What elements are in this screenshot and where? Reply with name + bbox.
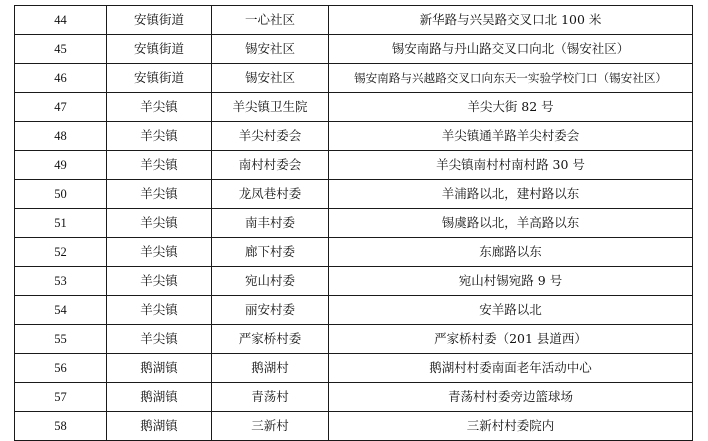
table-row: [15, 296, 693, 325]
cell-address: 锡安南路与丹山路交叉口向北（锡安社区）: [329, 35, 693, 64]
sampling-sites-table: [14, 5, 693, 441]
cell-number: 58: [15, 412, 107, 441]
table-row: [15, 354, 693, 383]
cell-number: 52: [15, 238, 107, 267]
cell-community: 严家桥村委: [212, 325, 329, 354]
cell-address: 锡安南路与兴越路交叉口向东天一实验学校门口（锡安社区）: [329, 64, 693, 93]
cell-town: 羊尖镇: [107, 151, 212, 180]
table-row: [15, 412, 693, 441]
cell-number: 50: [15, 180, 107, 209]
cell-number: 45: [15, 35, 107, 64]
cell-number: 46: [15, 64, 107, 93]
cell-town: 安镇街道: [107, 64, 212, 93]
cell-community: 宛山村委: [212, 267, 329, 296]
cell-community: 锡安社区: [212, 64, 329, 93]
cell-number: 53: [15, 267, 107, 296]
table-row: [15, 325, 693, 354]
cell-community: 南丰村委: [212, 209, 329, 238]
cell-number: 57: [15, 383, 107, 412]
cell-community: 一心社区: [212, 6, 329, 35]
cell-address: 羊尖镇南村村南村路 30 号: [329, 151, 693, 180]
table-row: [15, 93, 693, 122]
cell-town: 安镇街道: [107, 6, 212, 35]
cell-community: 青荡村: [212, 383, 329, 412]
cell-community: 三新村: [212, 412, 329, 441]
cell-address: 安羊路以北: [329, 296, 693, 325]
cell-address: 宛山村锡宛路 9 号: [329, 267, 693, 296]
table-row: [15, 122, 693, 151]
cell-town: 羊尖镇: [107, 93, 212, 122]
cell-community: 羊尖村委会: [212, 122, 329, 151]
table-row: [15, 209, 693, 238]
table-row: [15, 383, 693, 412]
table-row: [15, 238, 693, 267]
cell-town: 羊尖镇: [107, 267, 212, 296]
cell-address: 东廊路以东: [329, 238, 693, 267]
cell-community: 丽安村委: [212, 296, 329, 325]
cell-town: 羊尖镇: [107, 209, 212, 238]
cell-town: 安镇街道: [107, 35, 212, 64]
table-body: [15, 6, 693, 441]
cell-community: 龙凤巷村委: [212, 180, 329, 209]
cell-number: 47: [15, 93, 107, 122]
cell-address: 羊尖镇通羊路羊尖村委会: [329, 122, 693, 151]
cell-number: 49: [15, 151, 107, 180]
cell-community: 锡安社区: [212, 35, 329, 64]
cell-address: 锡虞路以北，羊高路以东: [329, 209, 693, 238]
cell-address: 三新村村委院内: [329, 412, 693, 441]
table-row: [15, 35, 693, 64]
cell-address: 羊浦路以北，建村路以东: [329, 180, 693, 209]
cell-community: 南村村委会: [212, 151, 329, 180]
cell-town: 鹅湖镇: [107, 412, 212, 441]
table-row: [15, 64, 693, 93]
cell-number: 48: [15, 122, 107, 151]
cell-town: 羊尖镇: [107, 238, 212, 267]
table-row: [15, 267, 693, 296]
cell-number: 54: [15, 296, 107, 325]
cell-town: 羊尖镇: [107, 296, 212, 325]
cell-number: 55: [15, 325, 107, 354]
cell-town: 羊尖镇: [107, 180, 212, 209]
cell-community: 廊下村委: [212, 238, 329, 267]
cell-town: 羊尖镇: [107, 325, 212, 354]
table-row: [15, 151, 693, 180]
cell-address: 羊尖大街 82 号: [329, 93, 693, 122]
cell-number: 44: [15, 6, 107, 35]
cell-number: 51: [15, 209, 107, 238]
table-row: [15, 6, 693, 35]
cell-address: 鹅湖村村委南面老年活动中心: [329, 354, 693, 383]
cell-address: 新华路与兴吴路交叉口北 100 米: [329, 6, 693, 35]
cell-town: 鹅湖镇: [107, 354, 212, 383]
table-row: [15, 180, 693, 209]
cell-address: 青荡村村委旁边篮球场: [329, 383, 693, 412]
cell-community: 羊尖镇卫生院: [212, 93, 329, 122]
cell-community: 鹅湖村: [212, 354, 329, 383]
cell-town: 鹅湖镇: [107, 383, 212, 412]
cell-address: 严家桥村委（201 县道西）: [329, 325, 693, 354]
cell-number: 56: [15, 354, 107, 383]
cell-town: 羊尖镇: [107, 122, 212, 151]
